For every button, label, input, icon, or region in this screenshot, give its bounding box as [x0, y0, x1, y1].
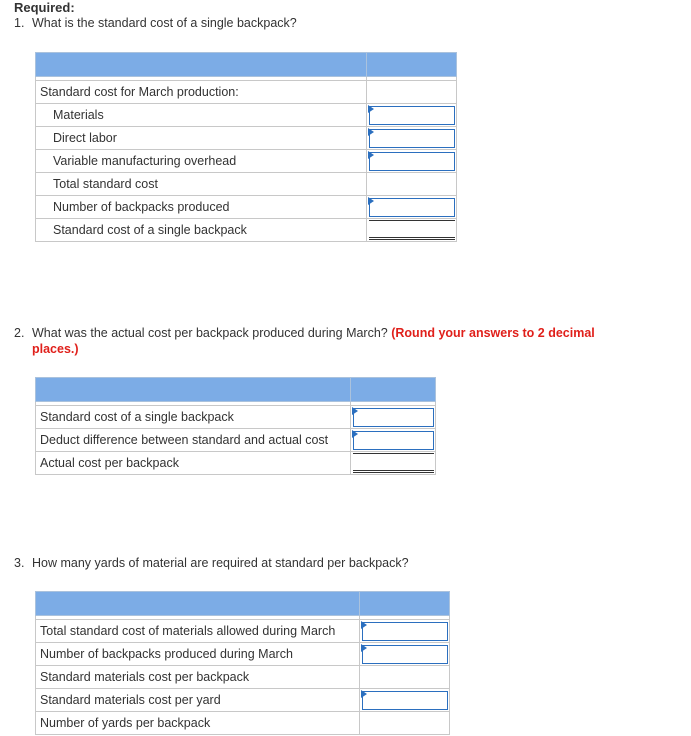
- variable-overhead-input[interactable]: [369, 152, 455, 171]
- table-row: [36, 689, 450, 712]
- actual-cost-total: [353, 453, 434, 473]
- row-label: Standard cost for March production:: [36, 81, 367, 104]
- direct-labor-input[interactable]: [369, 129, 455, 148]
- table-row: [36, 127, 457, 150]
- yards-material-table: [35, 591, 450, 735]
- row-label: Standard cost of a single backpack: [36, 219, 367, 242]
- rounding-note: (Round your answers to 2 decimal: [391, 326, 595, 340]
- table-row: [36, 429, 436, 452]
- table-row: [36, 219, 457, 242]
- actual-cost-table: [35, 377, 436, 475]
- row-label: Total standard cost: [36, 173, 367, 196]
- required-heading: Required:: [14, 0, 75, 15]
- standard-cost-single-backpack-total: [369, 220, 455, 240]
- input-marker-icon: [361, 644, 367, 652]
- question-number: 2.: [14, 326, 25, 340]
- table-row: [36, 150, 457, 173]
- question-number: 3.: [14, 556, 25, 570]
- materials-input[interactable]: [369, 106, 455, 125]
- total-materials-cost-input[interactable]: [362, 622, 448, 641]
- table-row: [36, 452, 436, 475]
- table-row: [36, 406, 436, 429]
- standard-cost-table: [35, 52, 457, 242]
- question-number: 1.: [14, 16, 25, 30]
- table-row: [36, 196, 457, 219]
- table-row: [36, 620, 450, 643]
- input-marker-icon: [368, 151, 374, 159]
- row-label: Variable manufacturing overhead: [36, 150, 367, 173]
- row-label: Materials: [36, 104, 367, 127]
- standard-cost-input[interactable]: [353, 408, 434, 427]
- table-row: [36, 81, 457, 104]
- row-label: Number of backpacks produced during March: [36, 643, 360, 666]
- row-label: Number of yards per backpack: [36, 712, 360, 735]
- row-label: Direct labor: [36, 127, 367, 150]
- input-marker-icon: [352, 430, 358, 438]
- input-marker-icon: [361, 621, 367, 629]
- question-text: How many yards of material are required at standard per backpack?: [32, 556, 409, 570]
- table-header-row: [36, 53, 457, 77]
- input-marker-icon: [368, 128, 374, 136]
- question-text: What was the actual cost per backpack produced during March?: [32, 326, 388, 340]
- row-label: Standard cost of a single backpack: [36, 406, 351, 429]
- difference-input[interactable]: [353, 431, 434, 450]
- row-label: Standard materials cost per yard: [36, 689, 360, 712]
- question-3: [14, 555, 409, 571]
- rounding-note-continued: places.): [32, 342, 79, 356]
- row-label: Total standard cost of materials allowed during March: [36, 620, 360, 643]
- table-header-row: [36, 592, 450, 616]
- row-label: Actual cost per backpack: [36, 452, 351, 475]
- total-standard-cost-cell: [367, 173, 457, 196]
- question-2: [14, 325, 595, 357]
- materials-cost-per-backpack-cell: [360, 666, 450, 689]
- yards-per-backpack-cell: [360, 712, 450, 735]
- backpacks-produced-march-input[interactable]: [362, 645, 448, 664]
- table-header-row: [36, 378, 436, 402]
- backpacks-produced-input[interactable]: [369, 198, 455, 217]
- input-marker-icon: [352, 407, 358, 415]
- input-marker-icon: [368, 197, 374, 205]
- row-label: Number of backpacks produced: [36, 196, 367, 219]
- question-text: What is the standard cost of a single backpack?: [32, 16, 297, 30]
- table-row: [36, 666, 450, 689]
- table-row: [36, 104, 457, 127]
- row-label: Standard materials cost per backpack: [36, 666, 360, 689]
- row-label: Deduct difference between standard and actual cost: [36, 429, 351, 452]
- table-row: [36, 712, 450, 735]
- materials-cost-per-yard-input[interactable]: [362, 691, 448, 710]
- input-marker-icon: [368, 105, 374, 113]
- table-row: [36, 643, 450, 666]
- table-row: [36, 173, 457, 196]
- question-1: [14, 15, 297, 31]
- input-marker-icon: [361, 690, 367, 698]
